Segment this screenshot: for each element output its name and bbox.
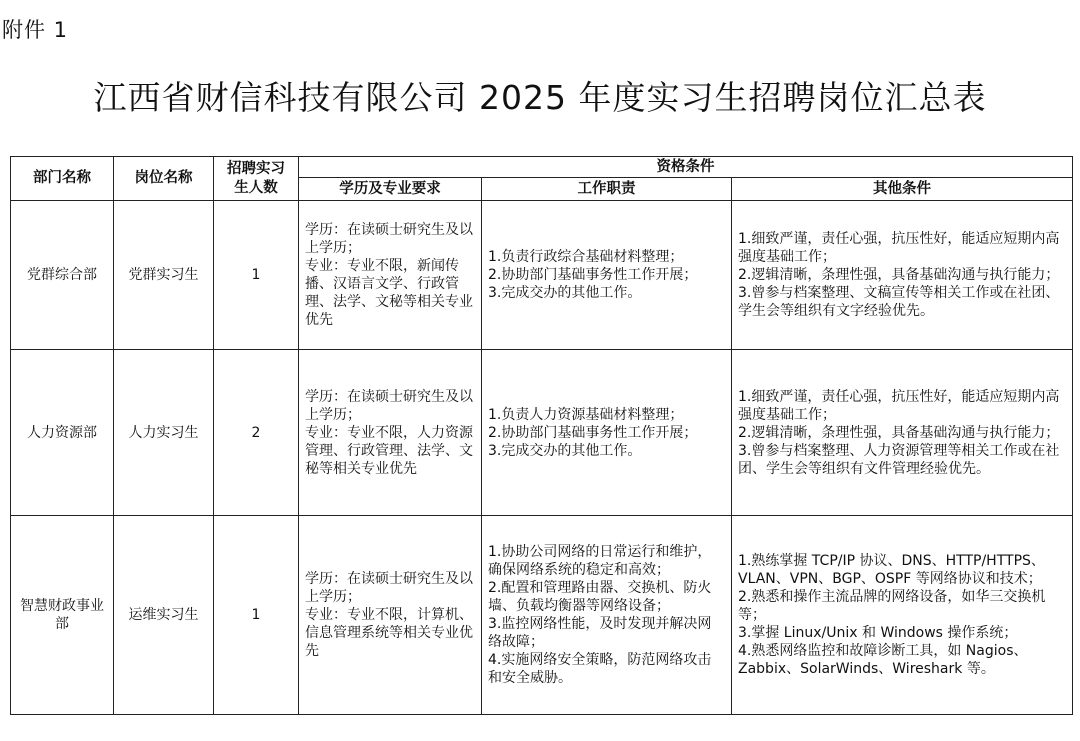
other-line: 2.逻辑清晰，条理性强，具备基础沟通与执行能力；	[738, 267, 1060, 283]
cell-other	[732, 201, 1073, 350]
education-line: 学历：在读硕士研究生及以上学历；	[305, 571, 473, 605]
cell-department: 党群综合部	[11, 201, 114, 350]
duty-line: 2.配置和管理路由器、交换机、防火墙、负载均衡器等网络设备；	[488, 580, 712, 614]
education-line: 学历：在读硕士研究生及以上学历；	[305, 222, 473, 256]
header-position: 岗位名称	[114, 157, 214, 201]
cell-education	[299, 201, 482, 350]
table-row	[11, 516, 1073, 715]
cell-department: 智慧财政事业部	[11, 516, 114, 715]
cell-duties	[482, 350, 732, 516]
cell-position: 党群实习生	[114, 201, 214, 350]
other-line: 2.逻辑清晰，条理性强，具备基础沟通与执行能力；	[738, 424, 1060, 441]
cell-count: 2	[214, 350, 299, 516]
attachment-label: 附件 1	[2, 18, 69, 42]
duty-line: 3.完成交办的其他工作。	[488, 442, 642, 459]
education-line: 专业：专业不限，人力资源管理、行政管理、法学、文秘等相关专业优先	[305, 424, 473, 477]
other-line: 1.细致严谨，责任心强，抗压性好，能适应短期内高强度基础工作；	[738, 388, 1060, 423]
other-line: 1.熟练掌握 TCP/IP 协议、DNS、HTTP/HTTPS、VLAN、VPN、BGP、OSPF 等网络协议和技术；	[738, 553, 1045, 587]
cell-duties	[482, 201, 732, 350]
education-line: 专业：专业不限，计算机、信息管理系统等相关专业优先	[305, 607, 473, 659]
header-other: 其他条件	[732, 178, 1073, 201]
duty-line: 2.协助部门基础事务性工作开展；	[488, 267, 698, 283]
cell-count: 1	[214, 516, 299, 715]
header-education: 学历及专业要求	[299, 178, 482, 201]
education-line: 专业：专业不限，新闻传播、汉语言文学、行政管理、法学、文秘等相关专业优先	[305, 258, 473, 328]
duty-line: 3.监控网络性能，及时发现并解决网络故障；	[488, 616, 712, 650]
header-count: 招聘实习生人数	[214, 157, 299, 201]
duty-line: 3.完成交办的其他工作。	[488, 285, 642, 301]
table-row	[11, 350, 1073, 516]
cell-other	[732, 516, 1073, 715]
cell-education	[299, 350, 482, 516]
recruitment-summary-table	[10, 156, 1073, 715]
table-header-row	[11, 157, 1073, 178]
duty-line: 1.负责行政综合基础材料整理；	[488, 249, 684, 265]
cell-education	[299, 516, 482, 715]
other-line: 1.细致严谨，责任心强，抗压性好，能适应短期内高强度基础工作；	[738, 231, 1060, 265]
cell-other	[732, 350, 1073, 516]
cell-department: 人力资源部	[11, 350, 114, 516]
table-row	[11, 201, 1073, 350]
other-line: 3.掌握 Linux/Unix 和 Windows 操作系统；	[738, 625, 1018, 641]
header-department: 部门名称	[11, 157, 114, 201]
header-qualifications: 资格条件	[299, 157, 1073, 178]
other-line: 2.熟悉和操作主流品牌的网络设备，如华三交换机等；	[738, 589, 1046, 623]
cell-duties	[482, 516, 732, 715]
education-line: 学历：在读硕士研究生及以上学历；	[305, 388, 473, 423]
other-line: 4.熟悉网络监控和故障诊断工具，如 Nagios、Zabbix、SolarWinds、Wireshark 等。	[738, 643, 1028, 677]
duty-line: 1.协助公司网络的日常运行和维护，确保网络系统的稳定和高效；	[488, 544, 712, 578]
other-line: 3.曾参与档案整理、文稿宣传等相关工作或在社团、学生会等组织有文字经验优先。	[738, 285, 1060, 319]
other-line: 3.曾参与档案整理、人力资源管理等相关工作或在社团、学生会等组织有文件管理经验优先。	[738, 442, 1060, 477]
header-duties: 工作职责	[482, 178, 732, 201]
cell-position: 运维实习生	[114, 516, 214, 715]
duty-line: 1.负责人力资源基础材料整理；	[488, 406, 684, 423]
page-title: 江西省财信科技有限公司 2025 年度实习生招聘岗位汇总表	[93, 78, 987, 117]
cell-count: 1	[214, 201, 299, 350]
duty-line: 2.协助部门基础事务性工作开展；	[488, 424, 698, 441]
cell-position: 人力实习生	[114, 350, 214, 516]
duty-line: 4.实施网络安全策略，防范网络攻击和安全威胁。	[488, 652, 712, 686]
